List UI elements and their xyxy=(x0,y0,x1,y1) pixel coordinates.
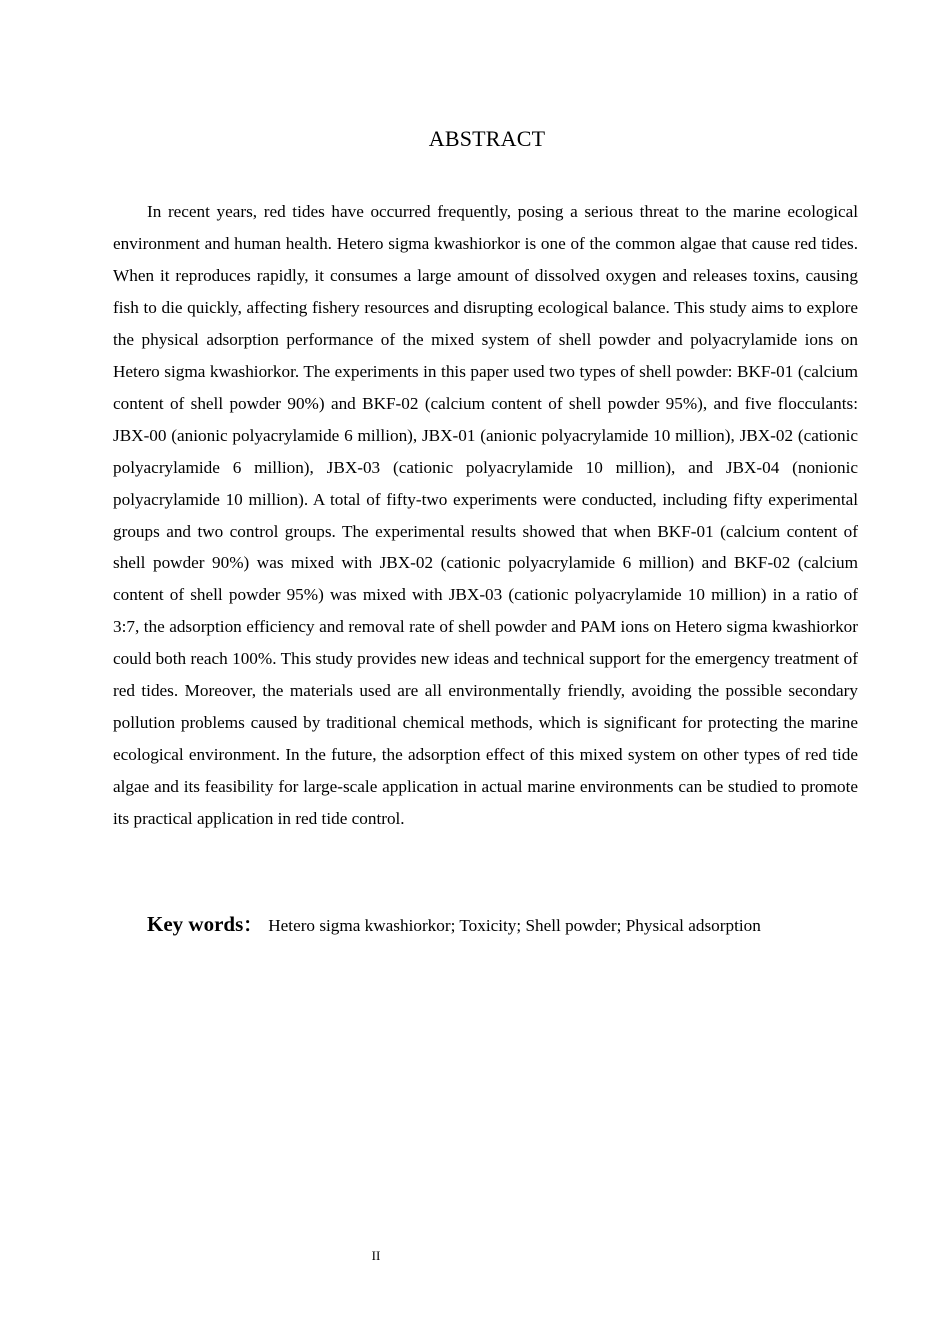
keywords-text: Hetero sigma kwashiorkor; Toxicity; Shell powder; Physical adsorption xyxy=(268,916,761,935)
keywords-separator: ： xyxy=(243,915,263,936)
abstract-title: ABSTRACT xyxy=(428,126,546,151)
keywords-line xyxy=(147,908,867,942)
keywords-label: Key words xyxy=(147,912,244,936)
page-number: II xyxy=(371,1248,381,1263)
abstract-body: In recent years, red tides have occurred frequently, posing a serious threat to the marine ecological environment and human health. Hetero sigma kwashiorkor is one of the common algae that cause red tides. When it reproduces rapidly, it consumes a large amount of dissolved oxygen and releases toxins, causing fish to die quickly, affecting fishery resources and disrupting ecological balance. This study aims to explore the physical adsorption performance of the mixed system of shell powder and polyacrylamide ions on Hetero sigma kwashiorkor. The experiments in this paper used two types of shell powder: BKF-01 (calcium content of shell powder 90%) and BKF-02 (calcium content of shell powder 95%), and five flocculants: JBX-00 (anionic polyacrylamide 6 million), JBX-01 (anionic polyacrylamide 10 million), JBX-02 (cationic polyacrylamide 6 million), JBX-03 (cationic polyacrylamide 10 million), and JBX-04 (nonionic polyacrylamide 10 million). A total of fifty-two experiments were conducted, including fifty experimental groups and two control groups. The experimental results showed that when BKF-01 (calcium content of shell powder 90%) was mixed with JBX-02 (cationic polyacrylamide 6 million) and BKF-02 (calcium content of shell powder 95%) was mixed with JBX-03 (cationic polyacrylamide 10 million) in a ratio of 3:7, the adsorption efficiency and removal rate of shell powder and PAM ions on Hetero sigma kwashiorkor could both reach 100%. This study provides new ideas and technical support for the emergency treatment of red tides. Moreover, the materials used are all environmentally friendly, avoiding the possible secondary pollution problems caused by traditional chemical methods, which is significant for protecting the marine ecological environment. In the future, the adsorption effect of this mixed system on other types of red tide algae and its feasibility for large-scale application in actual marine environments can be studied to promote its practical application in red tide control. xyxy=(113,202,858,829)
